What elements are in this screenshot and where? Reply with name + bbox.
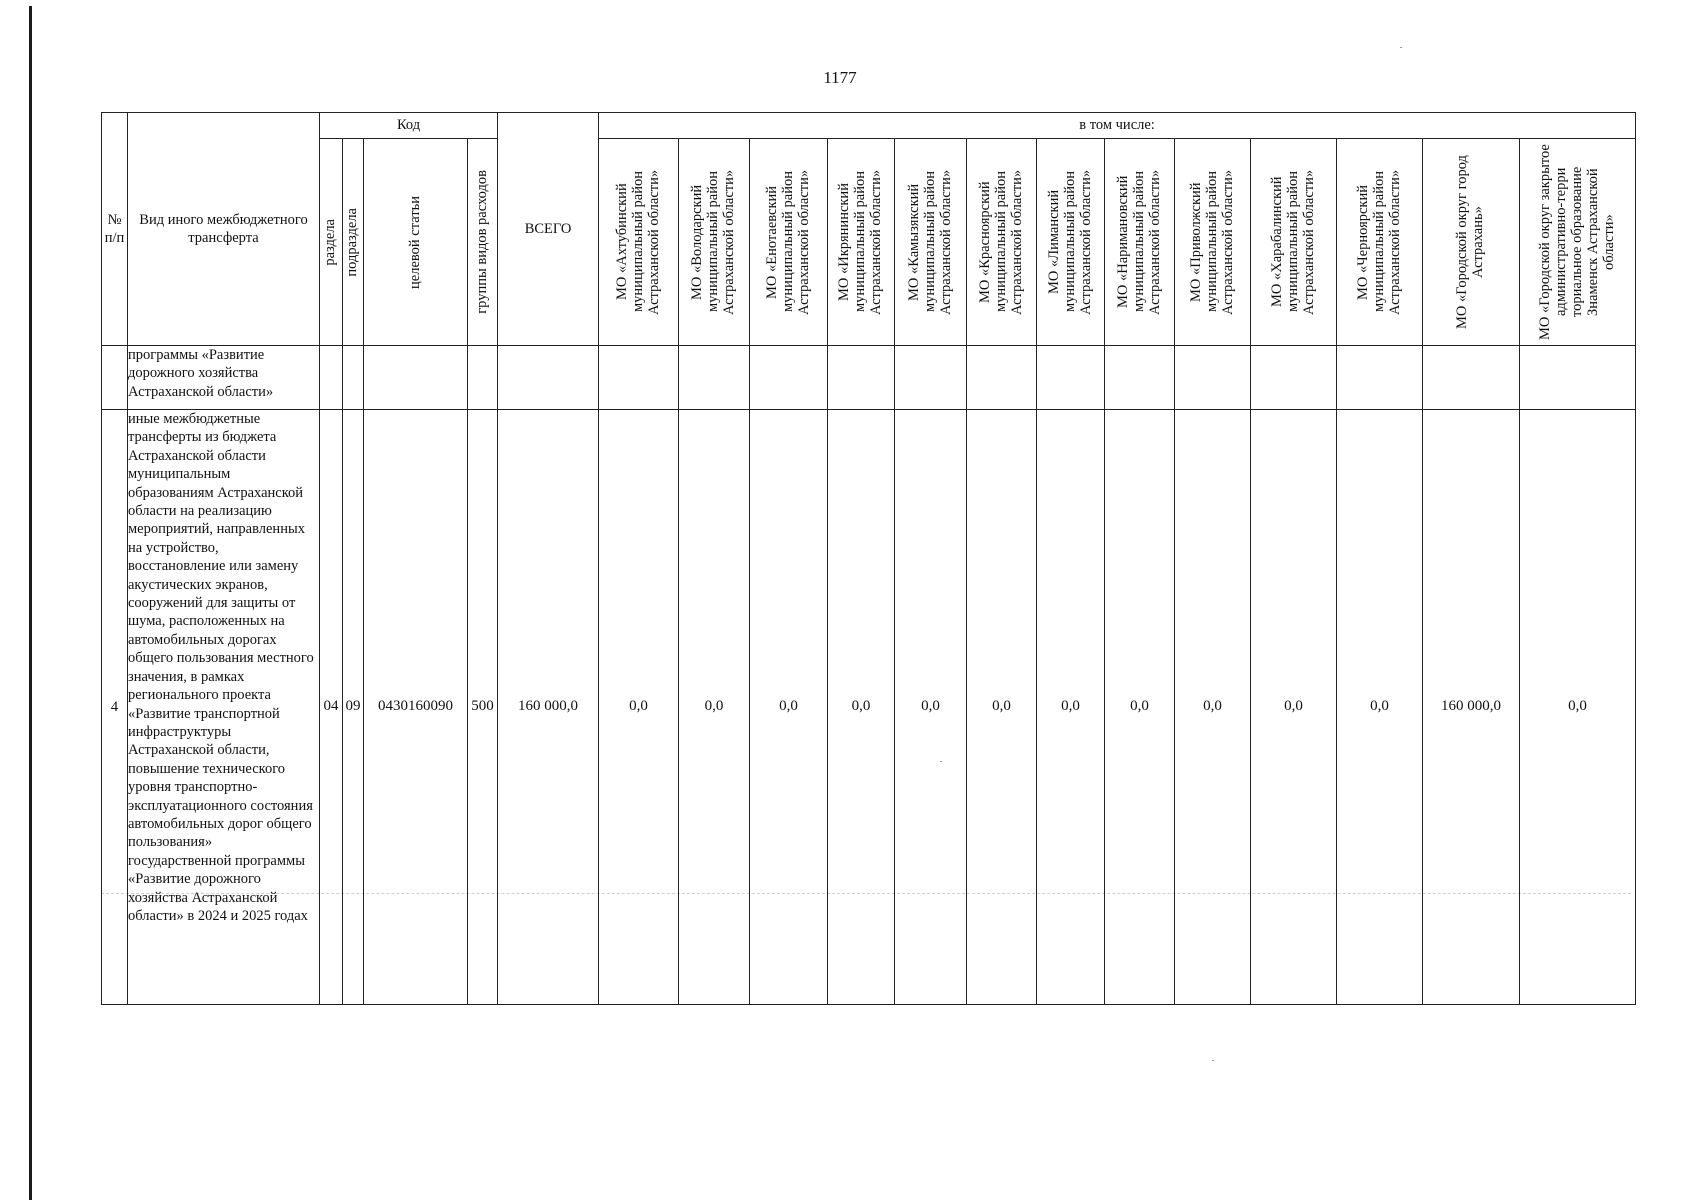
header-municipality: МО «Черноярский муниципальный район Астраханской области» xyxy=(1337,139,1423,346)
row-value: 0,0 xyxy=(679,410,750,1005)
row-target: 0430160090 xyxy=(364,410,468,1005)
row-value: 0,0 xyxy=(1175,410,1251,1005)
header-section: раздела xyxy=(320,139,343,346)
header-no: № п/п xyxy=(102,113,128,346)
header-municipality: МО «Лиманский муниципальный район Астраханской области» xyxy=(1037,139,1105,346)
row-no: 4 xyxy=(102,410,128,1005)
row-description: иные межбюджетные трансферты из бюджета Астраханской области муниципальным образованиям Астраханской области на реализацию мероприятий, направленных на устройство, восстановление или замену акустических экранов, сооружений для защиты от шума, расположенных на автомобильных дорогах общего пользования местного значения, в рамках регионального проекта «Развитие транспортной инфраструктуры Астраханской области, повышение технического уровня транспортно-эксплуатационного состояния автомобильных дорог общего пользования» государственной программы «Развитие дорожного хозяйства Астраханской области» в 2024 и 2025 годах xyxy=(128,410,320,1005)
row-value xyxy=(1037,346,1105,410)
header-municipality: МО «Городской округ закрытое административно-терри ториальное образование Знаменск Астраханской области» xyxy=(1520,139,1636,346)
header-municipality: МО «Володарский муниципальный район Астраханской области» xyxy=(679,139,750,346)
transfer-table xyxy=(101,112,1636,1005)
scan-speck xyxy=(1212,1060,1214,1061)
page-number: 1177 xyxy=(823,68,857,87)
header-municipality: МО «Икрянинский муниципальный район Астраханской области» xyxy=(828,139,895,346)
scan-speck xyxy=(1400,47,1402,48)
row-value: 0,0 xyxy=(1337,410,1423,1005)
table-row xyxy=(102,346,1636,410)
row-section: 04 xyxy=(320,410,343,1005)
row-value: 0,0 xyxy=(895,410,967,1005)
row-no xyxy=(102,346,128,410)
row-value: 0,0 xyxy=(1251,410,1337,1005)
header-expense-group: группы видов расходов xyxy=(468,139,498,346)
row-value xyxy=(1251,346,1337,410)
header-target-article: целевой статьи xyxy=(364,139,468,346)
row-value xyxy=(679,346,750,410)
row-value: 0,0 xyxy=(1105,410,1175,1005)
row-total: 160 000,0 xyxy=(498,410,599,1005)
row-value: 0,0 xyxy=(599,410,679,1005)
row-subsection: 09 xyxy=(343,410,364,1005)
row-group xyxy=(468,346,498,410)
table-row xyxy=(102,410,1636,1005)
row-value: 0,0 xyxy=(1520,410,1636,1005)
row-value xyxy=(1175,346,1251,410)
header-including: в том числе: xyxy=(599,113,1636,139)
row-subsection xyxy=(343,346,364,410)
row-target xyxy=(364,346,468,410)
row-group: 500 xyxy=(468,410,498,1005)
header-municipality: МО «Харабалинский муниципальный район Астраханской области» xyxy=(1251,139,1337,346)
header-row-1 xyxy=(102,113,1636,139)
row-value xyxy=(599,346,679,410)
header-municipality: МО «Приволжский муниципальный район Астраханской области» xyxy=(1175,139,1251,346)
row-value xyxy=(828,346,895,410)
row-description: программы «Развитие дорожного хозяйства Астраханской области» xyxy=(128,346,320,410)
row-value xyxy=(1337,346,1423,410)
row-value: 0,0 xyxy=(828,410,895,1005)
row-value xyxy=(967,346,1037,410)
row-value xyxy=(1423,346,1520,410)
header-code: Код xyxy=(320,113,498,139)
row-value: 0,0 xyxy=(967,410,1037,1005)
header-municipality: МО «Камызякский муниципальный район Астраханской области» xyxy=(895,139,967,346)
row-value xyxy=(1105,346,1175,410)
row-value xyxy=(1520,346,1636,410)
header-municipality: МО «Городской округ город Астрахань» xyxy=(1423,139,1520,346)
header-municipality: МО «Ахтубинский муниципальный район Астраханской области» xyxy=(599,139,679,346)
header-total: ВСЕГО xyxy=(498,113,599,346)
scan-margin-line xyxy=(29,6,32,1200)
header-transfer-type: Вид иного межбюджетного трансферта xyxy=(128,113,320,346)
row-value: 0,0 xyxy=(1037,410,1105,1005)
header-subsection: подраздела xyxy=(343,139,364,346)
row-value xyxy=(895,346,967,410)
header-municipality: МО «Красноярский муниципальный район Астраханской области» xyxy=(967,139,1037,346)
header-row-2 xyxy=(102,139,1636,346)
header-municipality: МО «Енотаевский муниципальный район Астраханской области» xyxy=(750,139,828,346)
row-value: 160 000,0 xyxy=(1423,410,1520,1005)
row-value xyxy=(750,346,828,410)
row-total xyxy=(498,346,599,410)
row-section xyxy=(320,346,343,410)
header-municipality: МО «Наримановский муниципальный район Астраханской области» xyxy=(1105,139,1175,346)
row-value: 0,0 xyxy=(750,410,828,1005)
